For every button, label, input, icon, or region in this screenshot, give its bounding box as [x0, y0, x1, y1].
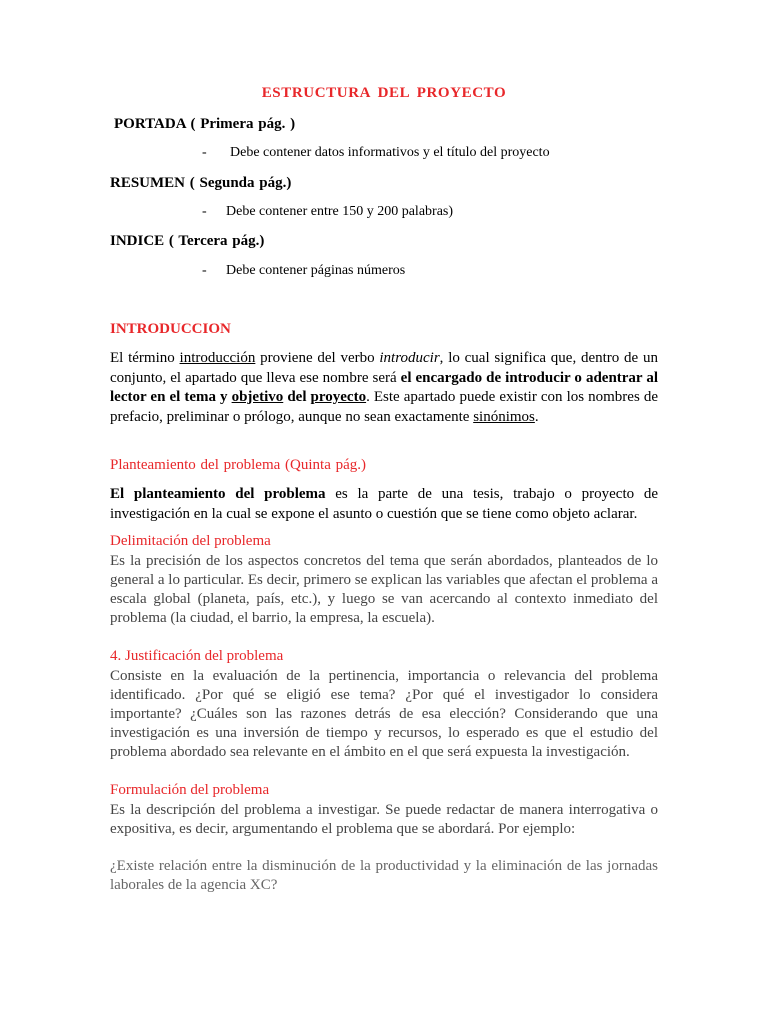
- formulacion-example: ¿Existe relación entre la disminución de la productividad y la eliminación de las jornadas laborales de la agencia XC?: [110, 858, 658, 893]
- formulacion-paragraph: Es la descripción del problema a investigar. Se puede redactar de manera interrogativa o expositiva, es decir, argumentando el problema que se abordará. Por ejemplo:: [110, 802, 658, 837]
- introduccion-paragraph: [110, 349, 658, 427]
- document-title: ESTRUCTURA DEL PROYECTO: [261, 85, 507, 101]
- intro-link-introduccion[interactable]: introducción: [179, 350, 256, 366]
- indice-bullet-text: Debe contener páginas números: [226, 263, 406, 278]
- portada-heading: PORTADA ( Primera pág. ): [114, 116, 296, 132]
- justificacion-paragraph: Consiste en la evaluación de la pertinencia, importancia o relevancia del problema identificado. ¿Por qué se eligió ese tema? ¿Por qué el investigador lo considera importante? ¿Cuáles son las razones detrás de esa elección? Considerando que una investigación es una inversión de tiempo y recursos, lo esperado es que el estudio del problema abordado sea relevante en el ámbito en el que será expuesta la investigación.: [110, 668, 658, 760]
- intro-bold-text: del: [283, 389, 311, 405]
- intro-text: . Este apartado puede existir con los nombres de prefacio, preliminar o prólogo, aunque no sean exactamente: [110, 389, 658, 425]
- planteamiento-heading: [110, 457, 366, 474]
- portada-bullet: [202, 145, 550, 161]
- resumen-heading: RESUMEN ( Segunda pág.): [110, 175, 292, 191]
- intro-link-proyecto[interactable]: proyecto: [310, 389, 367, 405]
- bullet-dash: -: [202, 204, 207, 219]
- portada-bullet-text: Debe contener datos informativos y el título del proyecto: [230, 145, 550, 160]
- intro-link-sinonimos[interactable]: sinónimos: [473, 408, 535, 425]
- introduccion-heading: INTRODUCCION: [110, 321, 231, 337]
- intro-italic-introducir: introducir: [379, 350, 440, 366]
- planteamiento-paragraph: [110, 485, 658, 524]
- indice-heading: INDICE ( Tercera pág.): [110, 233, 265, 249]
- formulacion-heading: Formulación del problema: [110, 782, 270, 798]
- planteamiento-text: es la parte de una tesis, trabajo o proyecto de investigación en la cual se expone el asunto o cuestión que se tiene como objeto aclarar.: [110, 486, 658, 522]
- indice-bullet: [202, 263, 405, 279]
- planteamiento-bold-term: El planteamiento del problema: [110, 486, 326, 502]
- intro-text: El término: [110, 350, 180, 366]
- delimitacion-heading: Delimitación del problema: [110, 533, 271, 549]
- justificacion-heading: 4. Justificación del problema: [110, 648, 284, 664]
- intro-bold-text: el encargado de introducir o adentrar al lector en el tema y: [110, 369, 658, 405]
- bullet-dash: -: [202, 145, 207, 160]
- intro-text: proviene del verbo: [255, 350, 380, 366]
- intro-link-objetivo[interactable]: objetivo: [231, 389, 284, 405]
- intro-text: , lo cual significa que, dentro de un conjunto, el apartado que lleva ese nombre será: [110, 350, 658, 386]
- delimitacion-paragraph: Es la precisión de los aspectos concretos del tema que serán abordados, planteados de lo general a lo particular. Es decir, primero se explican las variables que afectan el problema a escala global (planeta, país, etc.), y luego se van acercando al contexto inmediato del problema (la ciudad, el barrio, la empresa, la escuela).: [110, 553, 658, 626]
- bullet-dash: -: [202, 263, 207, 278]
- resumen-bullet-text: Debe contener entre 150 y 200 palabras): [226, 204, 454, 219]
- intro-text: .: [534, 408, 539, 425]
- planteamiento-heading-text: Planteamiento del problema (Quinta pág.): [110, 457, 367, 473]
- resumen-bullet: [202, 204, 453, 220]
